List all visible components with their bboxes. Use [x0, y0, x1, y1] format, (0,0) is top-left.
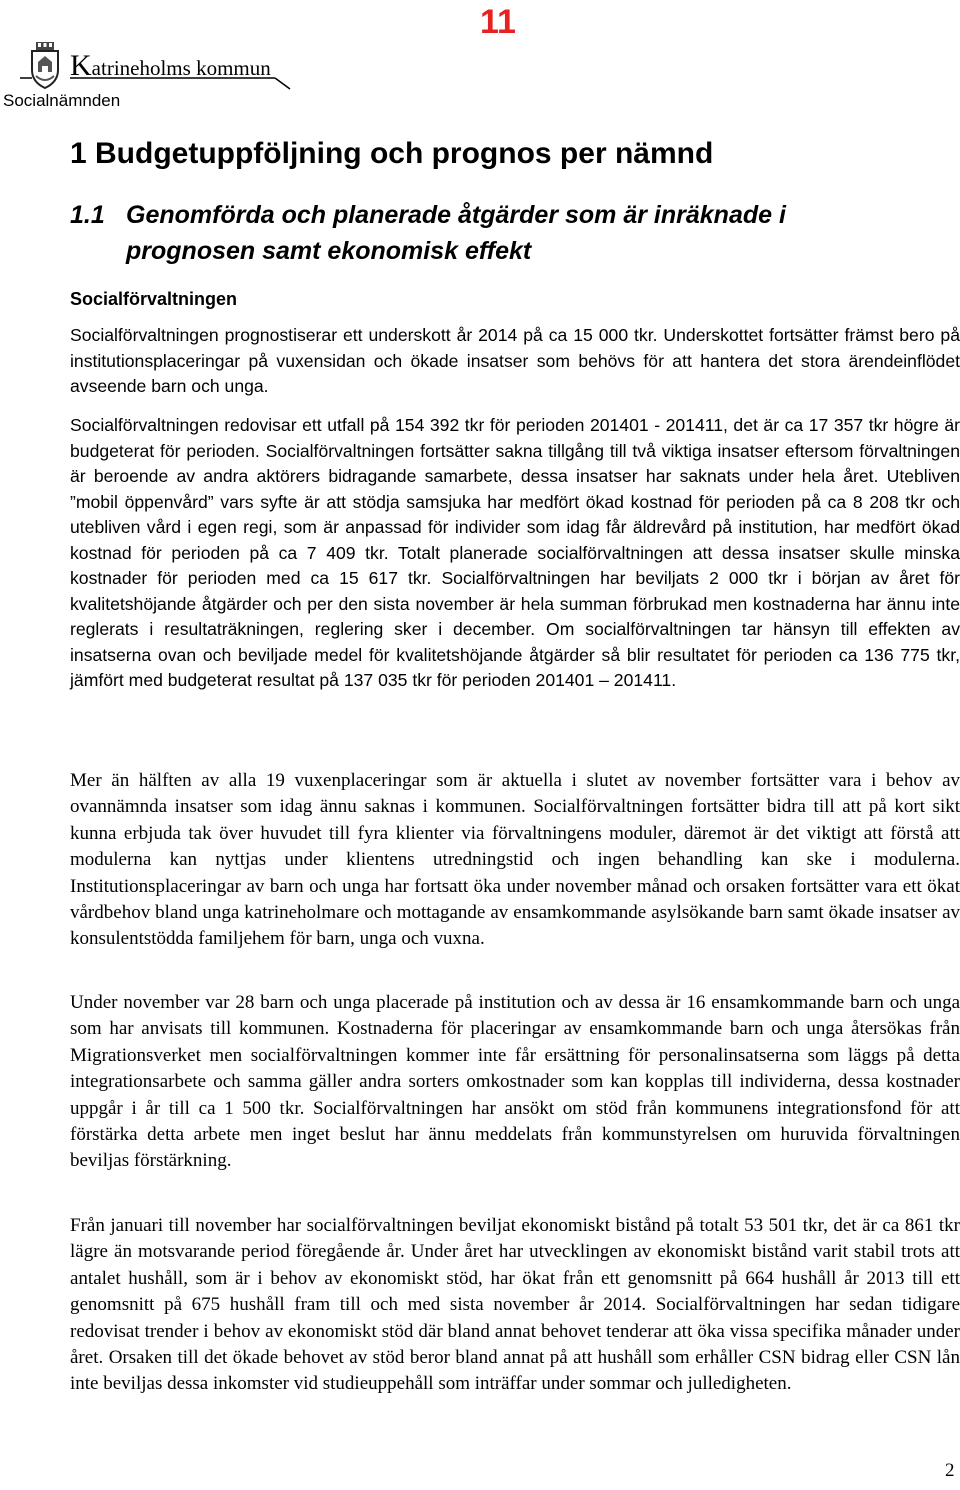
page-number: 2: [945, 1460, 955, 1481]
paragraph-financial-aid: Från januari till november har socialförvaltningen beviljat ekonomiskt bistånd på totalt 53 501 tkr, det är ca 861 tkr lägre än motsvarande period föregående år. Under året har utvecklingen av ekonomiskt bistånd varit stabil trots att antalet hushåll, som är i behov av ekonomiskt stöd, har ökat från ett genomsnitt på 664 hushåll år 2013 till ett genomsnitt på 675 hushåll fram till och med sista november år 2014. Socialförvaltningen har sedan tidigare redovisat trender i behov av ekonomiskt stöd där bland annat behovet tenderar att öka vissa specifika månader under året. Orsaken till det ökade behovet av stöd beror bland annat på att hushåll som erhåller CSN bidrag eller CSN lån inte beviljas dessa inkomster vid studieuppehåll som inträffar under sommar och julledigheten.: [70, 1215, 960, 1395]
section-heading-line-1: Genomförda och planerade åtgärder som är inräknade i: [126, 201, 786, 229]
municipality-logo: [10, 40, 300, 90]
paragraph-outcome: Socialförvaltningen redovisar ett utfall på 154 392 tkr för perioden 201401 - 201411, det är ca 17 357 tkr högre är budgeterat för perioden. Socialförvaltningen fortsätter sakna tillgång till två viktiga insatser eftersom förvaltningen är beroende av andra aktörers bidragande samarbete, dessa insatser har saknats under hela året. Utebliven ”mobil öppenvård” vars syfte är att stödja samsjuka har medfört ökad kostnad för perioden på ca 8 208 tkr och utebliven vård i egen regi, som är anpassad för individer som idag får äldrevård på institution, har medfört ökad kostnad för perioden på ca 7 409 tkr. Totalt planerade socialförvaltningen att dessa insatser skulle minska kostnader för perioden med ca 15 617 tkr. Socialförvaltningen har beviljats 2 000 tkr i början av året för kvalitetshöjande åtgärder och per den sista november är hela summan förbrukad men kostnaderna har ännu inte reglerats i resultaträkningen, reglering sker i december. Om socialförvaltningen tar hänsyn till effekten av insatserna ovan och beviljade medel för kvalitetshöjande åtgärder så blir resultatet för perioden ca 136 775 tkr, jämfört med budgeterat resultat på 137 035 tkr för perioden 201401 – 201411.: [70, 415, 960, 690]
paragraph-adult-placements: Mer än hälften av alla 19 vuxenplaceringar som är aktuella i slutet av november fortsätter vara i behov av ovannämnda insatser som idag ännu saknas i kommunen. Socialförvaltningen fortsätter bidra till att på kort sikt kunna erbjuda tak över huvudet till fyra klienter via förvaltningens moduler, däremot är det viktigt att förstå att modulerna kan nyttjas under klientens utredningstid och ingen behandling kan ske i modulerna. Institutionsplaceringar av barn och unga har fortsatt öka under november månad och orsaken fortsätter vara ett ökat vårdbehov bland unga katrineholmare och mottagande av ensamkommande asylsökande barn samt ökade insatser av konsulentstödda familjehem för barn, unga och vuxna.: [70, 770, 960, 950]
paragraph-prognosis: Socialförvaltningen prognostiserar ett underskott år 2014 på ca 15 000 tkr. Underskottet fortsätter främst bero på institutionsplaceringar på vuxensidan och ökade insatser som behövs för att hantera det stora ärendeinflödet avseende barn och unga.: [70, 325, 960, 396]
coat-of-arms-icon: [20, 40, 70, 90]
main-heading: 1 Budgetuppföljning och prognos per nämnd: [70, 137, 714, 170]
department-name: Socialnämnden: [3, 91, 121, 110]
logo-underline: [70, 76, 300, 90]
subsection-heading: Socialförvaltningen: [70, 289, 238, 309]
section-heading: [70, 197, 890, 269]
section-heading-line-2: prognosen samt ekonomisk effekt: [126, 237, 532, 265]
paragraph-child-placements: Under november var 28 barn och unga placerade på institution och av dessa är 16 ensamkommande barn och unga som har anvisats till kommunen. Kostnaderna för placeringar av ensamkommande barn och unga återsökas från Migrationsverket men socialförvaltningen kommer inte får ersättning för personalinsatserna som läggs på detta integrationsarbete och samma gäller andra sorters omkostnader som kan kopplas till individerna, dessa kostnader uppgår i år till ca 1 500 tkr. Socialförvaltningen har ansökt om stöd från kommunens integrationsfond för att förstärka detta arbete men inget beslut har ännu meddelats från kommunstyrelsen om huruvida förvaltningen beviljas förstärkning.: [70, 992, 960, 1172]
page-badge: 11: [480, 3, 516, 41]
section-number: 1.1: [70, 201, 105, 229]
organization-name: Katrineholms kommun: [70, 49, 271, 82]
